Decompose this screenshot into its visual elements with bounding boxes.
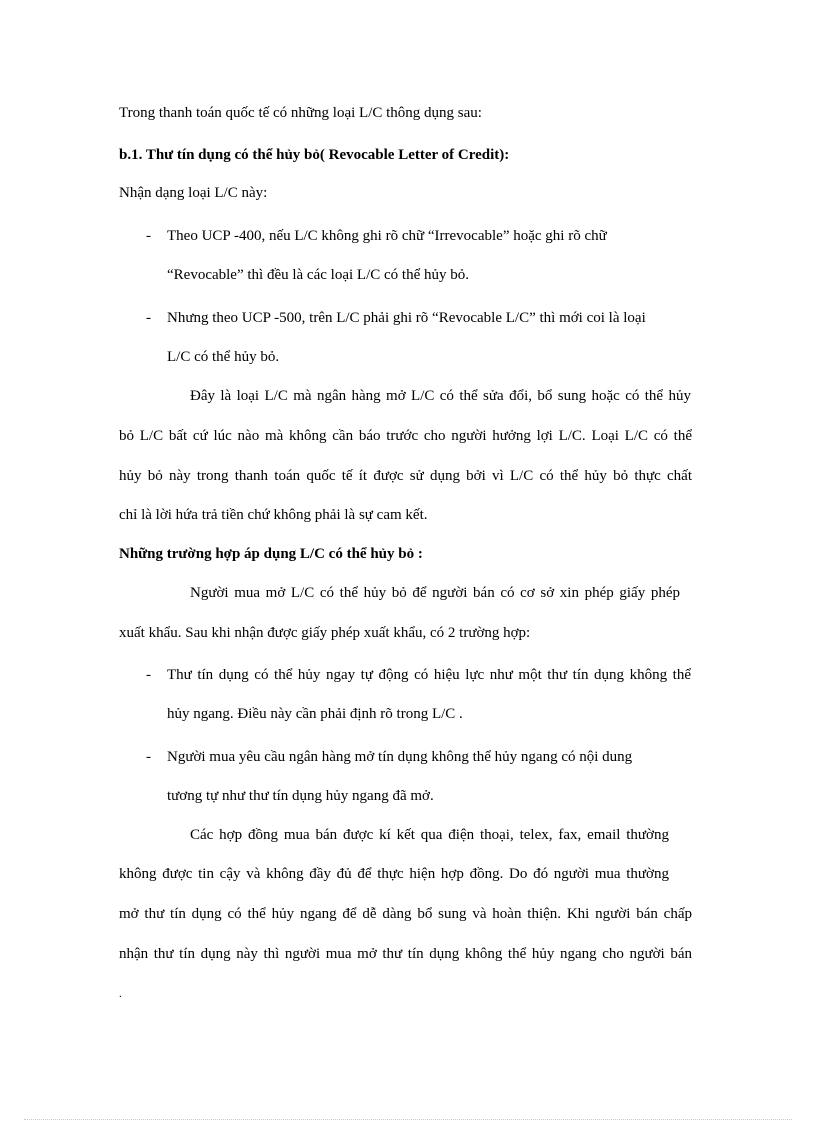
bullet2-line1: Nhưng theo UCP -500, trên L/C phải ghi rõ “Revocable L/C” thì mới coi là loại <box>167 310 646 326</box>
bullet-dash: - <box>146 228 151 244</box>
bullet-dash: - <box>146 749 151 765</box>
section-heading-cases: Những trường hợp áp dụng L/C có thể hủy bỏ : <box>119 546 423 562</box>
para1-line3: hủy bỏ này trong thanh toán quốc tế ít được sử dụng bởi vì L/C có thể hủy bỏ thực chất <box>119 468 692 484</box>
para3-line4: nhận thư tín dụng này thì người mua mở thư tín dụng không thể hủy ngang cho người bán <box>119 946 692 962</box>
bullet4-line1: Người mua yêu cầu ngân hàng mở tín dụng không thể hủy ngang có nội dung <box>167 749 633 765</box>
bullet3-line1: Thư tín dụng có thể hủy ngay tự động có hiệu lực như một thư tín dụng không thể <box>167 667 691 683</box>
page-bottom-border <box>24 1119 792 1120</box>
para1-line1: Đây là loại L/C mà ngân hàng mở L/C có thể sửa đổi, bổ sung hoặc có thể hủy <box>190 388 691 404</box>
recognition-line: Nhận dạng loại L/C này: <box>119 185 268 201</box>
para1-line4: chỉ là lời hứa trả tiền chứ không phải là sự cam kết. <box>119 507 428 523</box>
bullet-dash: - <box>146 310 151 326</box>
trailing-period: . <box>119 988 122 1000</box>
para3-line1: Các hợp đồng mua bán được kí kết qua điện thoại, telex, fax, email thường <box>190 827 669 843</box>
bullet1-line1: Theo UCP -400, nếu L/C không ghi rõ chữ “Irrevocable” hoặc ghi rõ chữ <box>167 228 607 244</box>
para2-line2: xuất khẩu. Sau khi nhận được giấy phép xuất khẩu, có 2 trường hợp: <box>119 625 531 641</box>
intro-line: Trong thanh toán quốc tế có những loại L/C thông dụng sau: <box>119 105 482 121</box>
para3-line3: mở thư tín dụng có thể hủy ngang để dễ dàng bổ sung và hoàn thiện. Khi người bán chấp <box>119 906 692 922</box>
para3-line2: không được tin cậy và không đầy đủ để thực hiện hợp đồng. Do đó người mua thường <box>119 866 669 882</box>
section-heading-revocable: b.1. Thư tín dụng có thể hủy bỏ( Revocable Letter of Credit): <box>119 147 510 163</box>
para1-line2: bỏ L/C bất cứ lúc nào mà không cần báo trước cho người hưởng lợi L/C. Loại L/C có thể <box>119 428 692 444</box>
bullet1-line2: “Revocable” thì đều là các loại L/C có thể hủy bỏ. <box>167 267 469 283</box>
bullet2-line2: L/C có thể hủy bỏ. <box>167 349 280 365</box>
para2-line1: Người mua mở L/C có thể hủy bỏ để người bán có cơ sở xin phép giấy phép <box>190 585 680 601</box>
bullet-dash: - <box>146 667 151 683</box>
bullet3-line2: hủy ngang. Điều này cần phải định rõ trong L/C . <box>167 706 463 722</box>
bullet4-line2: tương tự như thư tín dụng hủy ngang đã mở. <box>167 788 434 804</box>
